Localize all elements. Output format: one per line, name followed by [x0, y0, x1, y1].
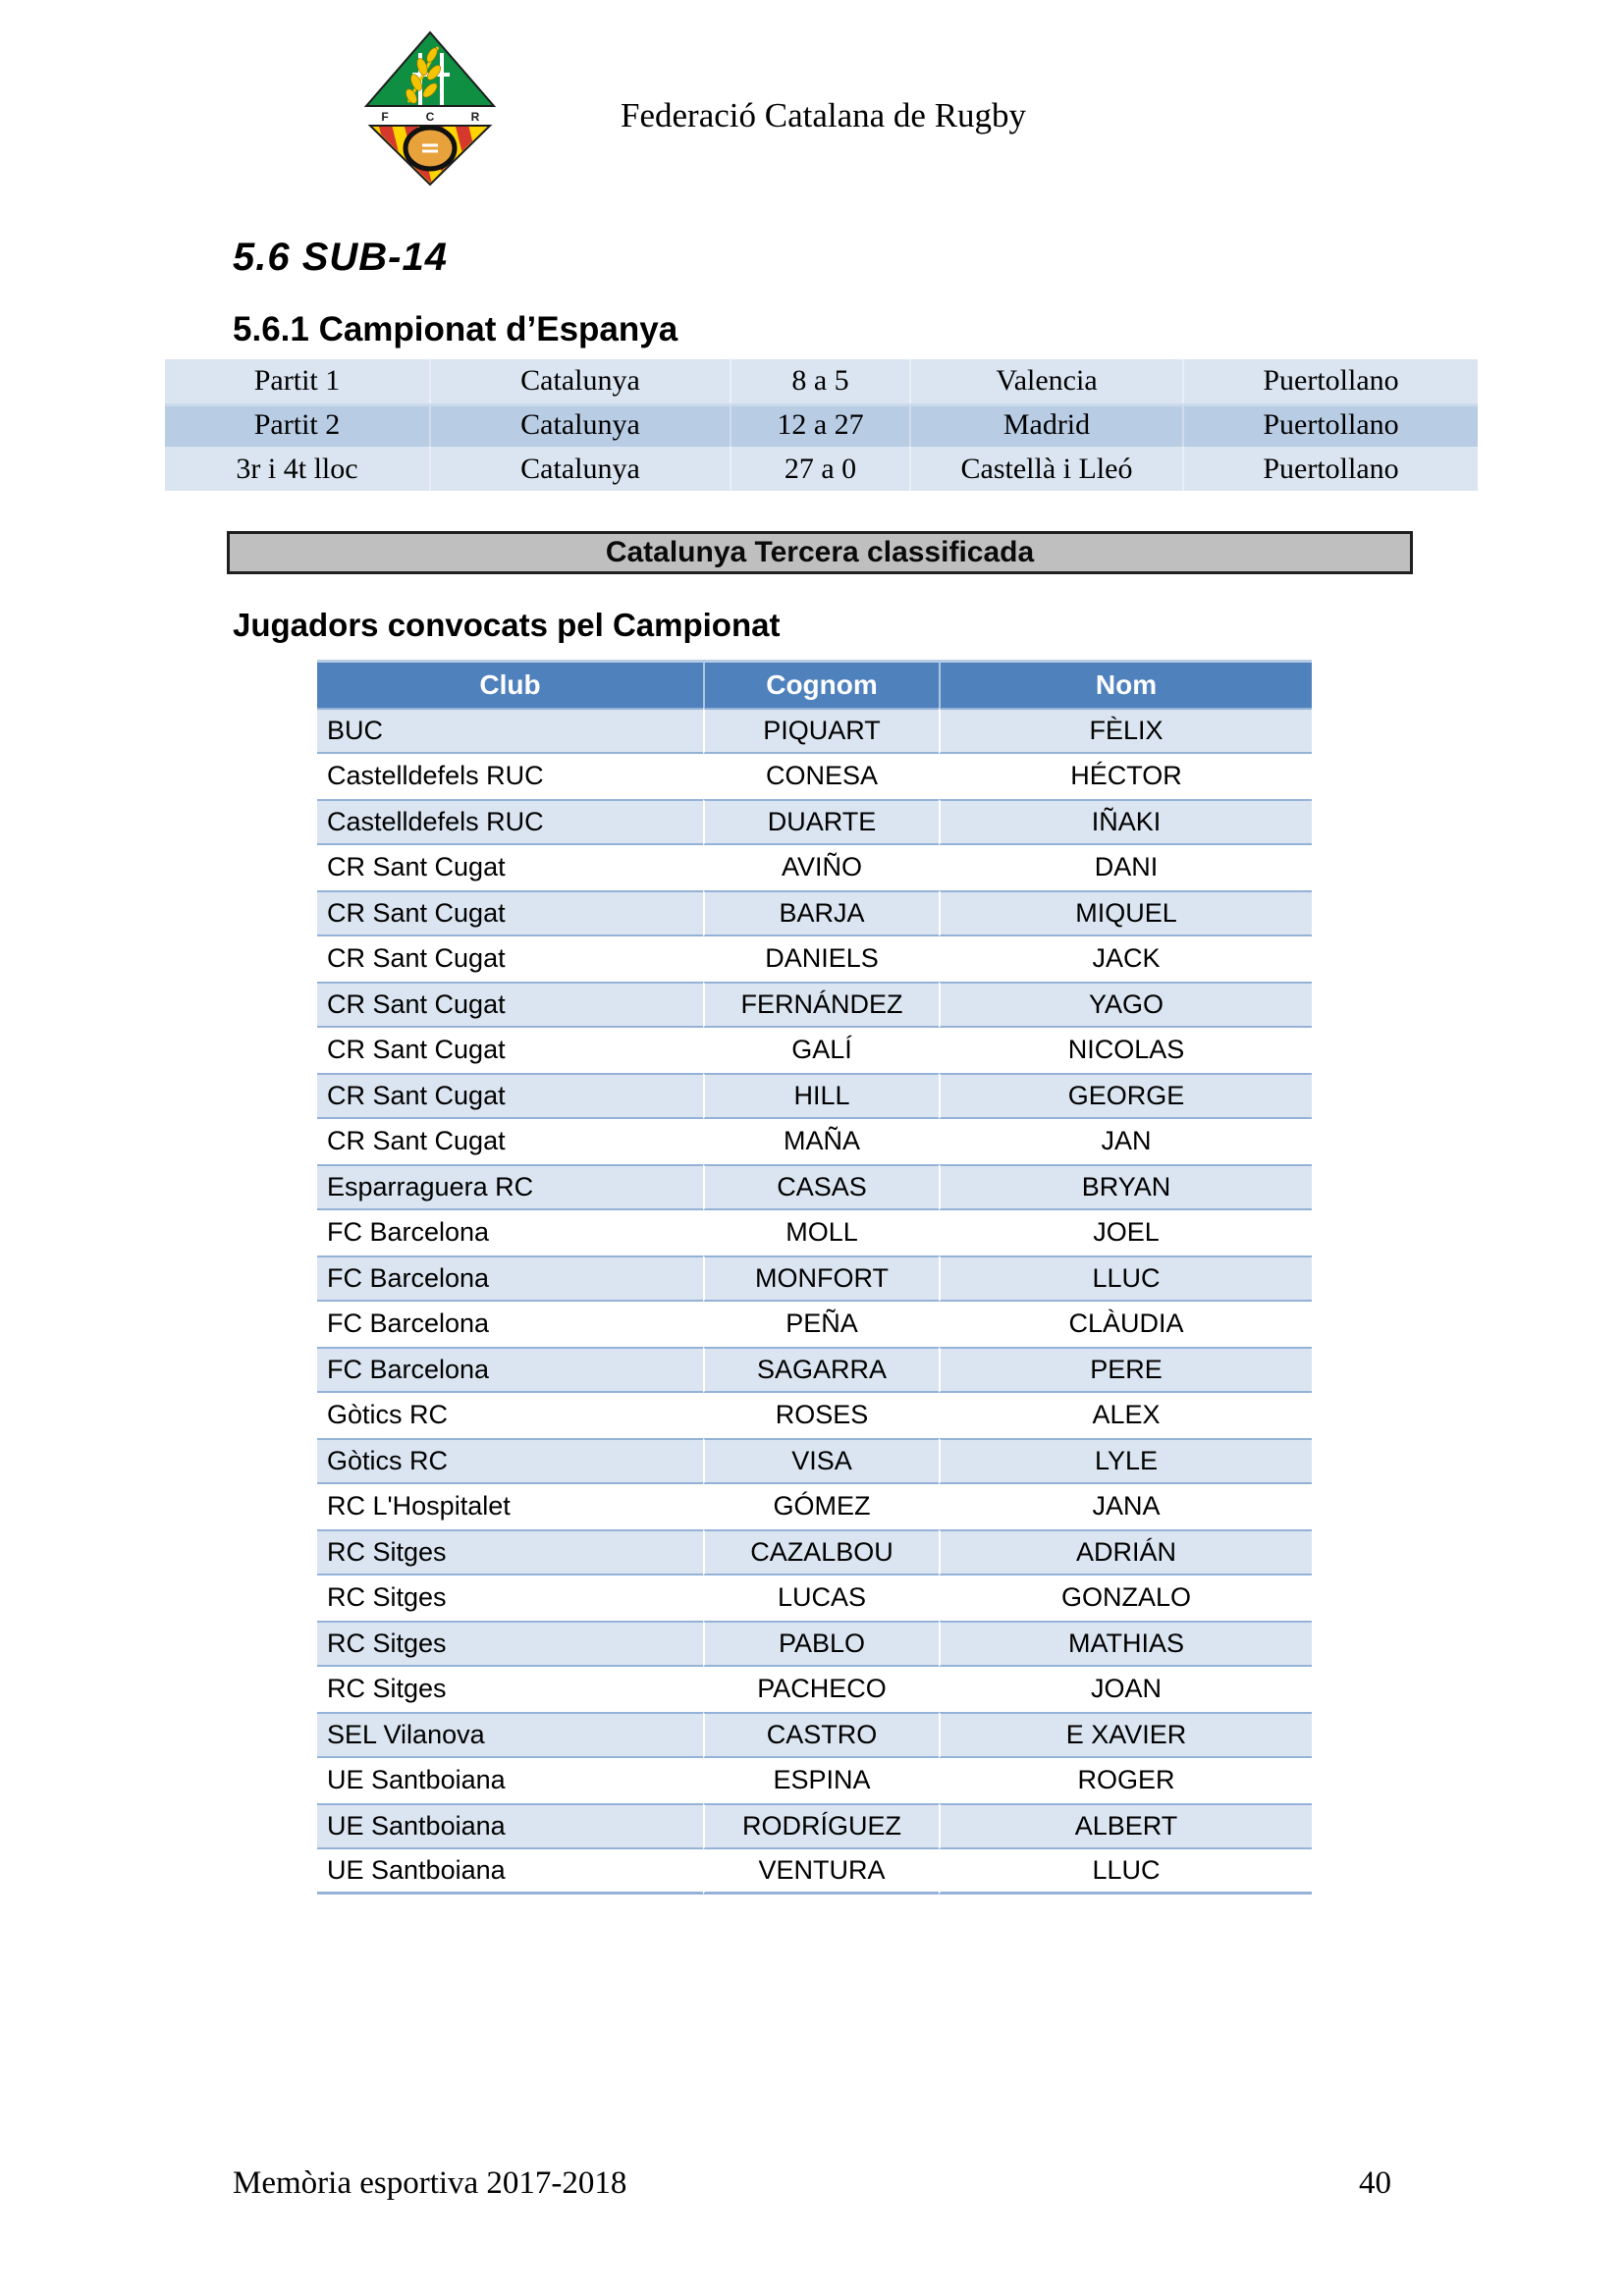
table-row: [317, 1210, 1312, 1256]
player-cell-cognom: MOLL: [703, 1210, 939, 1256]
rugby-ball-icon: [406, 128, 455, 169]
player-cell-club: CR Sant Cugat: [327, 1035, 506, 1065]
table-row: [317, 1393, 1312, 1439]
table-row: [317, 1803, 1312, 1849]
player-cell-cognom: CASTRO: [703, 1712, 939, 1758]
result-cell-venue: Puertollano: [1182, 447, 1478, 491]
table-row: [317, 1484, 1312, 1530]
player-cell-nom: GEORGE: [939, 1073, 1312, 1119]
player-cell-nom: LLUC: [939, 1255, 1312, 1302]
section-title: 5.6 SUB-14: [233, 236, 448, 279]
player-cell-nom: BRYAN: [939, 1164, 1312, 1210]
logo-letter-f: F: [381, 110, 389, 124]
player-cell-cognom: PACHECO: [703, 1667, 939, 1713]
player-cell-nom: ROGER: [939, 1758, 1312, 1804]
table-row: [317, 1347, 1312, 1393]
player-cell-nom: MATHIAS: [939, 1621, 1312, 1667]
player-cell-club: UE Santboiana: [317, 1849, 703, 1896]
player-cell-cognom: DANIELS: [703, 936, 939, 983]
player-cell-club: BUC: [317, 708, 703, 754]
table-row: [317, 1255, 1312, 1302]
player-cell-club: CR Sant Cugat: [317, 982, 703, 1028]
player-cell-cognom: VISA: [703, 1438, 939, 1484]
table-row: [317, 1438, 1312, 1484]
player-cell-cognom: FERNÁNDEZ: [703, 982, 939, 1028]
player-cell-club: RC Sitges: [317, 1529, 703, 1575]
player-cell-nom: GONZALO: [939, 1575, 1312, 1622]
players-table-body: [317, 708, 1312, 1895]
player-cell-cognom: CONESA: [703, 754, 939, 800]
player-cell-nom: IÑAKI: [939, 799, 1312, 845]
player-cell-club: FC Barcelona: [317, 1347, 703, 1393]
classification-banner: [227, 531, 1413, 574]
player-cell-cognom: GALÍ: [703, 1028, 939, 1074]
table-row: [317, 1849, 1312, 1896]
table-row: [317, 1575, 1312, 1622]
player-cell-club: Castelldefels RUC: [317, 799, 703, 845]
result-cell-match: Partit 2: [165, 403, 429, 448]
player-cell-club: Castelldefels RUC: [327, 761, 544, 791]
subsection-title: 5.6.1 Campionat d’Espanya: [233, 310, 678, 348]
table-row: [317, 982, 1312, 1028]
logo-letter-r: R: [470, 110, 480, 124]
table-row: [317, 1621, 1312, 1667]
table-row: [317, 708, 1312, 754]
table-row: [317, 1119, 1312, 1165]
table-row: [317, 1028, 1312, 1074]
player-cell-nom: LYLE: [939, 1438, 1312, 1484]
player-cell-nom: ALBERT: [939, 1803, 1312, 1849]
result-cell-team: Catalunya: [429, 359, 730, 403]
player-cell-cognom: AVIÑO: [703, 845, 939, 891]
player-cell-club: Gòtics RC: [327, 1400, 449, 1430]
player-cell-cognom: PIQUART: [703, 708, 939, 754]
result-cell-venue: Puertollano: [1182, 403, 1478, 448]
result-cell-match: 3r i 4t lloc: [165, 447, 429, 491]
player-cell-nom: FÈLIX: [939, 708, 1312, 754]
player-cell-club: Gòtics RC: [317, 1438, 703, 1484]
player-cell-cognom: LUCAS: [703, 1575, 939, 1622]
player-cell-cognom: MONFORT: [703, 1255, 939, 1302]
results-table: [165, 359, 1478, 491]
page-footer: [233, 2165, 1391, 2202]
result-cell-score: 8 a 5: [730, 359, 909, 403]
fcr-crest-logo-icon: [346, 29, 514, 187]
player-cell-nom: JACK: [939, 936, 1312, 983]
column-header-nom: Nom: [939, 660, 1312, 708]
table-row: [317, 1164, 1312, 1210]
player-cell-cognom: MAÑA: [703, 1119, 939, 1165]
player-cell-cognom: HILL: [703, 1073, 939, 1119]
players-table-header-row: [317, 660, 1312, 708]
player-cell-cognom: BARJA: [703, 890, 939, 936]
result-cell-opponent: Valencia: [909, 359, 1182, 403]
table-row: [317, 890, 1312, 936]
player-cell-nom: MIQUEL: [939, 890, 1312, 936]
result-row: [165, 447, 1478, 491]
player-cell-cognom: DUARTE: [703, 799, 939, 845]
players-table: [317, 660, 1312, 1895]
player-cell-cognom: PABLO: [703, 1621, 939, 1667]
table-row: [317, 936, 1312, 983]
table-row: [317, 1758, 1312, 1804]
header-org-name: Federació Catalana de Rugby: [621, 96, 1027, 134]
table-row: [317, 1529, 1312, 1575]
player-cell-cognom: SAGARRA: [703, 1347, 939, 1393]
column-header-club: Club: [317, 660, 703, 708]
table-row: [317, 1302, 1312, 1348]
result-cell-team: Catalunya: [429, 403, 730, 448]
result-cell-score: 27 a 0: [730, 447, 909, 491]
player-cell-club: CR Sant Cugat: [327, 943, 506, 974]
player-cell-nom: CLÀUDIA: [939, 1302, 1312, 1348]
player-cell-nom: HÉCTOR: [939, 754, 1312, 800]
player-cell-club: CR Sant Cugat: [327, 852, 506, 882]
player-cell-club: FC Barcelona: [317, 1255, 703, 1302]
player-cell-cognom: GÓMEZ: [703, 1484, 939, 1530]
classification-banner-text: Catalunya Tercera classificada: [605, 536, 1035, 568]
player-cell-nom: E XAVIER: [939, 1712, 1312, 1758]
footer-report-title: Memòria esportiva 2017-2018: [233, 2165, 627, 2201]
table-row: [317, 1667, 1312, 1713]
table-row: [317, 754, 1312, 800]
player-cell-nom: ADRIÁN: [939, 1529, 1312, 1575]
player-cell-nom: JAN: [939, 1119, 1312, 1165]
player-cell-nom: PERE: [939, 1347, 1312, 1393]
table-row: [317, 845, 1312, 891]
result-cell-team: Catalunya: [429, 447, 730, 491]
player-cell-club: UE Santboiana: [317, 1803, 703, 1849]
player-cell-nom: JOEL: [939, 1210, 1312, 1256]
player-cell-club: UE Santboiana: [327, 1765, 506, 1795]
table-row: [317, 1073, 1312, 1119]
player-cell-nom: LLUC: [939, 1849, 1312, 1896]
player-cell-nom: JANA: [939, 1484, 1312, 1530]
player-cell-club: CR Sant Cugat: [317, 1073, 703, 1119]
player-cell-club: RC Sitges: [317, 1621, 703, 1667]
player-cell-nom: NICOLAS: [939, 1028, 1312, 1074]
player-cell-cognom: CASAS: [703, 1164, 939, 1210]
column-header-cognom: Cognom: [703, 660, 939, 708]
table-row: [317, 799, 1312, 845]
player-cell-cognom: ESPINA: [703, 1758, 939, 1804]
player-cell-club: Esparraguera RC: [317, 1164, 703, 1210]
player-cell-nom: DANI: [939, 845, 1312, 891]
player-cell-club: RC L'Hospitalet: [327, 1491, 511, 1522]
players-heading: Jugadors convocats pel Campionat: [233, 607, 781, 643]
player-cell-nom: ALEX: [939, 1393, 1312, 1439]
result-row: [165, 403, 1478, 448]
result-cell-score: 12 a 27: [730, 403, 909, 448]
player-cell-club: FC Barcelona: [327, 1308, 490, 1339]
result-cell-venue: Puertollano: [1182, 359, 1478, 403]
table-row: [317, 1712, 1312, 1758]
result-row: [165, 359, 1478, 403]
player-cell-cognom: RODRÍGUEZ: [703, 1803, 939, 1849]
logo-letters: [381, 110, 479, 124]
player-cell-cognom: VENTURA: [703, 1849, 939, 1896]
player-cell-club: CR Sant Cugat: [317, 890, 703, 936]
player-cell-cognom: PEÑA: [703, 1302, 939, 1348]
player-cell-club: CR Sant Cugat: [327, 1126, 506, 1156]
player-cell-cognom: CAZALBOU: [703, 1529, 939, 1575]
player-cell-club: SEL Vilanova: [317, 1712, 703, 1758]
result-cell-opponent: Castellà i Lleó: [909, 447, 1182, 491]
player-cell-club: RC Sitges: [327, 1582, 447, 1613]
player-cell-nom: YAGO: [939, 982, 1312, 1028]
player-cell-club: FC Barcelona: [327, 1217, 490, 1248]
result-cell-match: Partit 1: [165, 359, 429, 403]
player-cell-cognom: ROSES: [703, 1393, 939, 1439]
page-number: 40: [1359, 2165, 1391, 2201]
logo-letter-c: C: [425, 110, 435, 124]
player-cell-nom: JOAN: [939, 1667, 1312, 1713]
result-cell-opponent: Madrid: [909, 403, 1182, 448]
player-cell-club: RC Sitges: [327, 1674, 447, 1704]
